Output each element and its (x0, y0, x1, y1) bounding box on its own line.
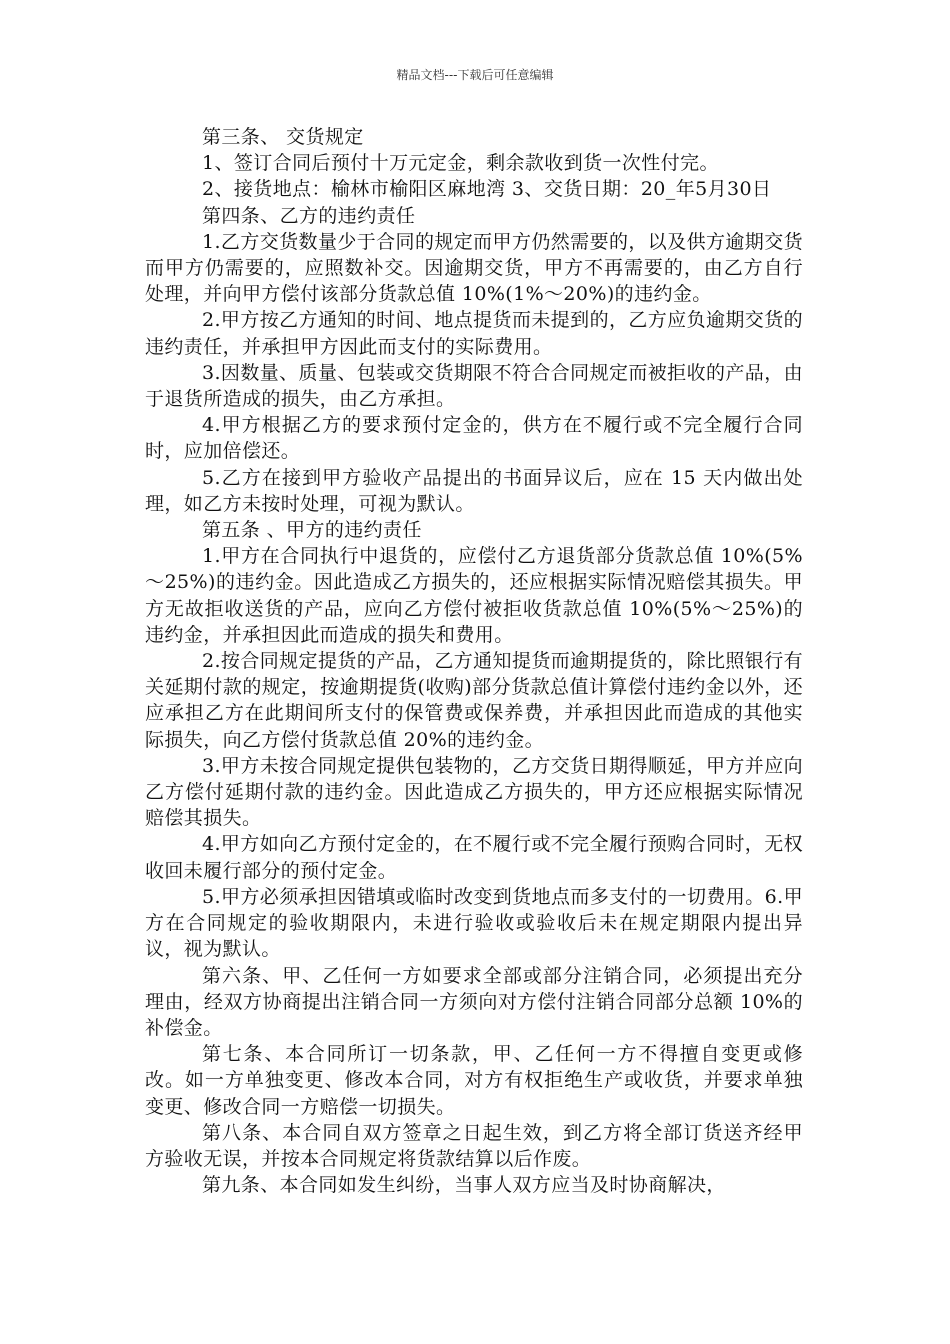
paragraph: 1.甲方在合同执行中退货的，应偿付乙方退货部分货款总值 10%(5%～25%)的违约金。因此造成乙方损失的，还应根据实际情况赔偿其损失。甲方无故拒收送货的产品，应向乙方偿付被拒收货款总值 10%(5%～25%)的违约金，并承担因此而造成的损失和费用。 (145, 545, 803, 646)
clause-3-heading: 第三条、 交货规定 (202, 126, 364, 148)
paragraph: 2.甲方按乙方通知的时间、地点提货而未提到的，乙方应负逾期交货的违约责任，并承担甲方因此而支付的实际费用。 (145, 309, 803, 358)
paragraph: 2、接货地点：榆林市榆阳区麻地湾 3、交货日期：20_年5月30日 (202, 178, 772, 201)
paragraph: 1、签订合同后预付十万元定金，剩余款收到货一次性付完。 (202, 152, 719, 175)
clause-9: 第九条、本合同如发生纠纷，当事人双方应当及时协商解决， (202, 1174, 726, 1197)
clause-7: 第七条、本合同所订一切条款，甲、乙任何一方不得擅自变更或修改。如一方单独变更、修改本合同，对方有权拒绝生产或收货，并要求单独变更、修改合同一方赔偿一切损失。 (145, 1043, 803, 1118)
paragraph: 4.甲方根据乙方的要求预付定金的，供方在不履行或不完全履行合同时，应加倍偿还。 (145, 414, 803, 463)
paragraph: 1.乙方交货数量少于合同的规定而甲方仍然需要的，以及供方逾期交货而甲方仍需要的，应照数补交。因逾期交货，甲方不再需要的，由乙方自行处理，并向甲方偿付该部分货款总值 10%(1%～20%)的违约金。 (145, 230, 803, 306)
page-header: 精品文档---下载后可任意编辑 (396, 68, 554, 82)
paragraph: 5.乙方在接到甲方验收产品提出的书面异议后，应在 15 天内做出处理，如乙方未按时处理，可视为默认。 (145, 466, 803, 515)
paragraph: 4.甲方如向乙方预付定金的，在不履行或不完全履行预购合同时，无权收回未履行部分的预付定金。 (145, 833, 803, 882)
clause-8: 第八条、本合同自双方签章之日起生效，到乙方将全部订货送齐经甲方验收无误，并按本合同规定将货款结算以后作废。 (145, 1121, 803, 1170)
paragraph: 3.甲方未按合同规定提供包装物的，乙方交货日期得顺延，甲方并应向乙方偿付延期付款的违约金。因此造成乙方损失的，甲方还应根据实际情况赔偿其损失。 (145, 754, 803, 830)
paragraph: 2.按合同规定提货的产品，乙方通知提货而逾期提货的，除比照银行有关延期付款的规定，按逾期提货(收购)部分货款总值计算偿付违约金以外，还应承担乙方在此期间所支付的保管费或保养费，并承担因此而造成的其他实际损失，向乙方偿付货款总值 20%的违约金。 (145, 650, 803, 751)
clause-6: 第六条、甲、乙任何一方如要求全部或部分注销合同，必须提出充分理由，经双方协商提出注销合同一方须向对方偿付注销合同部分总额 10%的补偿金。 (145, 964, 803, 1039)
clause-5-heading: 第五条 、甲方的违约责任 (202, 519, 422, 542)
document-body (145, 124, 803, 1198)
paragraph: 5.甲方必须承担因错填或临时改变到货地点而多支付的一切费用。6.甲方在合同规定的验收期限内，未进行验收或验收后未在规定期限内提出异议，视为默认。 (145, 885, 803, 961)
clause-4-heading: 第四条、乙方的违约责任 (202, 204, 416, 227)
paragraph: 3.因数量、质量、包装或交货期限不符合合同规定而被拒收的产品，由于退货所造成的损失，由乙方承担。 (145, 361, 803, 411)
